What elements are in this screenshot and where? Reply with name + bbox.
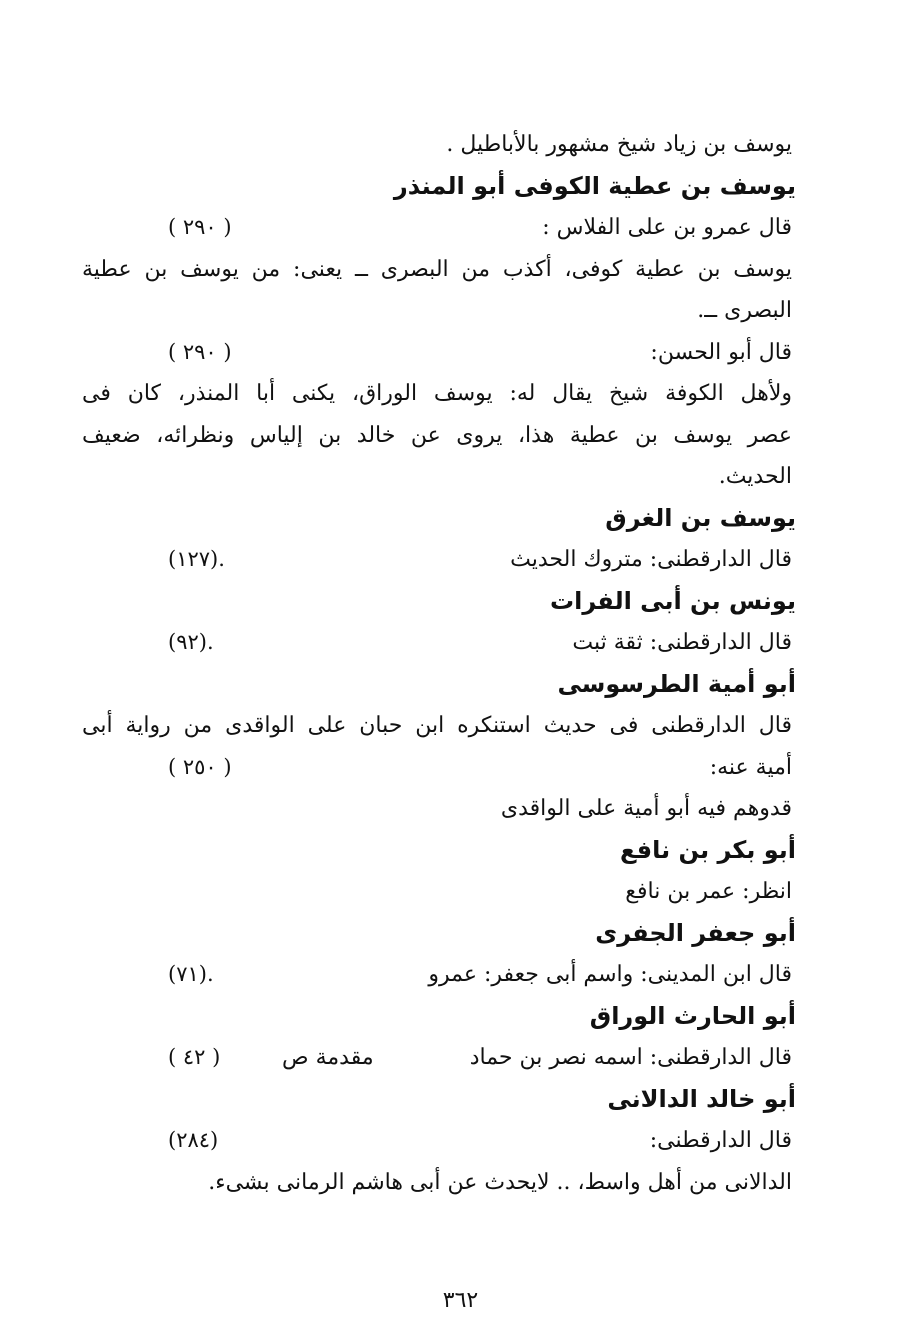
line-text: قال الدارقطنى: [649, 1128, 792, 1153]
entry-heading [82, 166, 796, 208]
text-line [82, 954, 792, 996]
line-text: قال ابن المدينى: واسم أبى جعفر: عمرو [428, 962, 792, 987]
line-text: يوسف بن زياد شيخ مشهور بالأباطيل . [446, 132, 792, 157]
heading-text: أبو أمية الطرسوسى [557, 669, 796, 698]
line-text: قال الدارقطنى: متروك الحديث [510, 547, 792, 572]
text-line [82, 788, 792, 830]
reference-number: (١٢٧). [168, 547, 225, 571]
text-line [82, 622, 792, 664]
line-text: ولأهل الكوفة شيخ يقال له: يوسف الوراق، يكنى أبا المنذر، كان فى [82, 381, 792, 406]
line-text: أمية عنه: [709, 754, 792, 780]
text-line [82, 1120, 792, 1162]
line-text: قدوهم فيه أبو أمية على الواقدى [500, 796, 792, 821]
entry-heading [82, 1079, 796, 1121]
source-note: مقدمة ص [282, 1045, 374, 1070]
heading-text: أبو جعفر الجفرى [595, 918, 796, 947]
line-text: عصر يوسف بن عطية هذا، يروى عن خالد بن إلياس ونظرائه، ضعيف [82, 422, 792, 448]
text-line [82, 124, 792, 166]
reference-number: ( ٢٩٠ ) [168, 339, 232, 364]
heading-text: يوسف بن الغرق [605, 503, 796, 532]
text-line [82, 539, 792, 581]
text-line [82, 747, 792, 789]
line-text: قال الدارقطنى فى حديث استنكره ابن حبان على الواقدى من رواية أبى [82, 713, 792, 738]
line-text: الحديث. [718, 464, 792, 489]
text-line [82, 207, 792, 249]
text-line [82, 705, 792, 747]
line-text: الدالانى من أهل واسط، .. لايحدث عن أبى هاشم الرمانى بشىء. [208, 1169, 792, 1195]
text-line [82, 871, 792, 913]
page-body [82, 124, 796, 1203]
text-line [82, 332, 792, 374]
entry-heading [82, 913, 796, 955]
heading-text: يونس بن أبى الفرات [550, 586, 796, 615]
text-line [82, 290, 792, 332]
heading-text: أبو بكر بن نافع [620, 835, 796, 864]
text-line [82, 1037, 792, 1079]
reference-number: ( ٢٥٠ ) [168, 754, 232, 779]
line-text: انظر: عمر بن نافع [625, 879, 792, 904]
line-text: قال الدارقطنى: اسمه نصر بن حماد [469, 1045, 792, 1070]
heading-text: يوسف بن عطية الكوفى أبو المنذر [393, 171, 796, 200]
line-text: يوسف بن عطية كوفى، أكذب من البصرى ــ يعنى: من يوسف بن عطية [82, 256, 792, 282]
text-line [82, 1162, 792, 1204]
reference-number: (٧١). [168, 962, 214, 986]
text-line [82, 415, 792, 457]
entry-heading [82, 830, 796, 872]
heading-text: أبو خالد الدالانى [607, 1084, 796, 1113]
reference-number: (٩٢). [168, 630, 214, 654]
line-text: قال أبو الحسن: [650, 339, 792, 365]
entry-heading [82, 581, 796, 623]
reference-number: (٢٨٤) [168, 1128, 219, 1152]
heading-text: أبو الحارث الوراق [589, 1001, 796, 1030]
line-text: قال عمرو بن على الفلاس : [542, 215, 792, 240]
line-text: البصرى ــ. [697, 298, 792, 323]
text-line [82, 373, 792, 415]
line-text: قال الدارقطنى: ثقة ثبت [572, 630, 792, 655]
page-number: ٣٦٢ [442, 1288, 479, 1313]
entry-heading [82, 498, 796, 540]
entry-heading [82, 996, 796, 1038]
text-line [82, 249, 792, 291]
entry-heading [82, 664, 796, 706]
reference-number: ( ٤٢ ) [168, 1045, 221, 1069]
text-line [82, 456, 792, 498]
reference-number: ( ٢٩٠ ) [168, 215, 232, 239]
